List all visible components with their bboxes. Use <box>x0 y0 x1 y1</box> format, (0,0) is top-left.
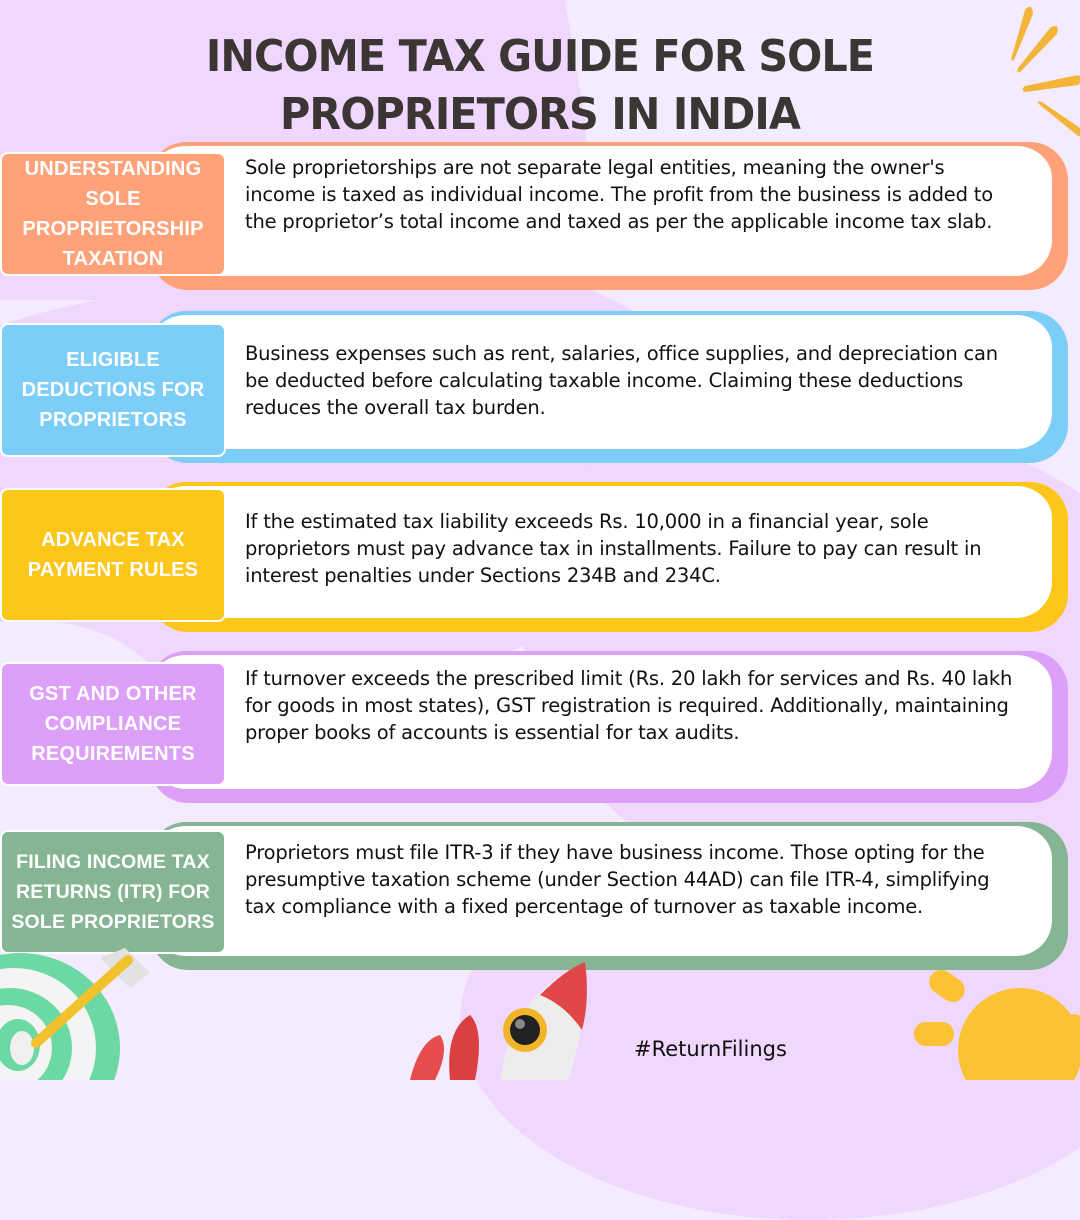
hashtag: #ReturnFilings <box>634 1037 787 1061</box>
section-label <box>2 832 224 952</box>
rocket-icon <box>390 960 610 1080</box>
section-description: If the estimated tax liability exceeds Rs. 10,000 in a financial year, sole proprietors must pay advance tax in installments. Failure to pay can result in interest penalties under Sections 234B and 234C. <box>245 510 982 587</box>
section-card-sole-proprietorship-taxation <box>0 142 1080 290</box>
section-label-text: GST AND OTHER COMPLIANCE REQUIREMENTS <box>29 683 197 765</box>
section-label <box>2 664 224 784</box>
sun-icon <box>900 970 1080 1080</box>
section-description: Sole proprietorships are not separate legal entities, meaning the owner's income is taxed as individual income. The profit from the business is added to the proprietor’s total income and taxed as per the applicable income tax slab. <box>245 156 993 233</box>
section-description: Proprietors must file ITR-3 if they have business income. Those opting for the presumptive taxation scheme (under Section 44AD) can file ITR-4, simplifying tax compliance with a fixed percentage of turnover as taxable income. <box>245 841 990 918</box>
title-line-2: PROPRIETORS IN INDIA <box>280 89 800 140</box>
section-description: If turnover exceeds the prescribed limit (Rs. 20 lakh for services and Rs. 40 lakh for goods in most states), GST registration is required. Additionally, maintaining proper books of accounts is essential for tax audits. <box>245 667 1013 744</box>
section-description: Business expenses such as rent, salaries, office supplies, and depreciation can be deducted before calculating taxable income. Claiming these deductions reduces the overall tax burden. <box>245 342 998 419</box>
section-card-gst-compliance <box>0 651 1080 803</box>
page-title <box>32 28 1047 144</box>
section-label-text: ADVANCE TAX PAYMENT RULES <box>27 529 199 581</box>
section-card-advance-tax <box>0 482 1080 632</box>
title-line-1: INCOME TAX GUIDE FOR SOLE <box>205 31 875 82</box>
section-label <box>2 154 224 274</box>
sparkle-rays-icon <box>1000 0 1080 145</box>
section-label <box>2 325 224 455</box>
section-label-text: ELIGIBLE DEDUCTIONS FOR PROPRIETORS <box>21 349 205 431</box>
target-dart-icon <box>0 948 200 1080</box>
section-card-eligible-deductions <box>0 311 1080 463</box>
section-label <box>2 490 224 620</box>
section-label-text: FILING INCOME TAX RETURNS (ITR) FOR SOLE PROPRIETORS <box>11 851 215 933</box>
section-label-text: UNDERSTANDING SOLE PROPRIETORSHIP TAXATION <box>22 158 204 270</box>
